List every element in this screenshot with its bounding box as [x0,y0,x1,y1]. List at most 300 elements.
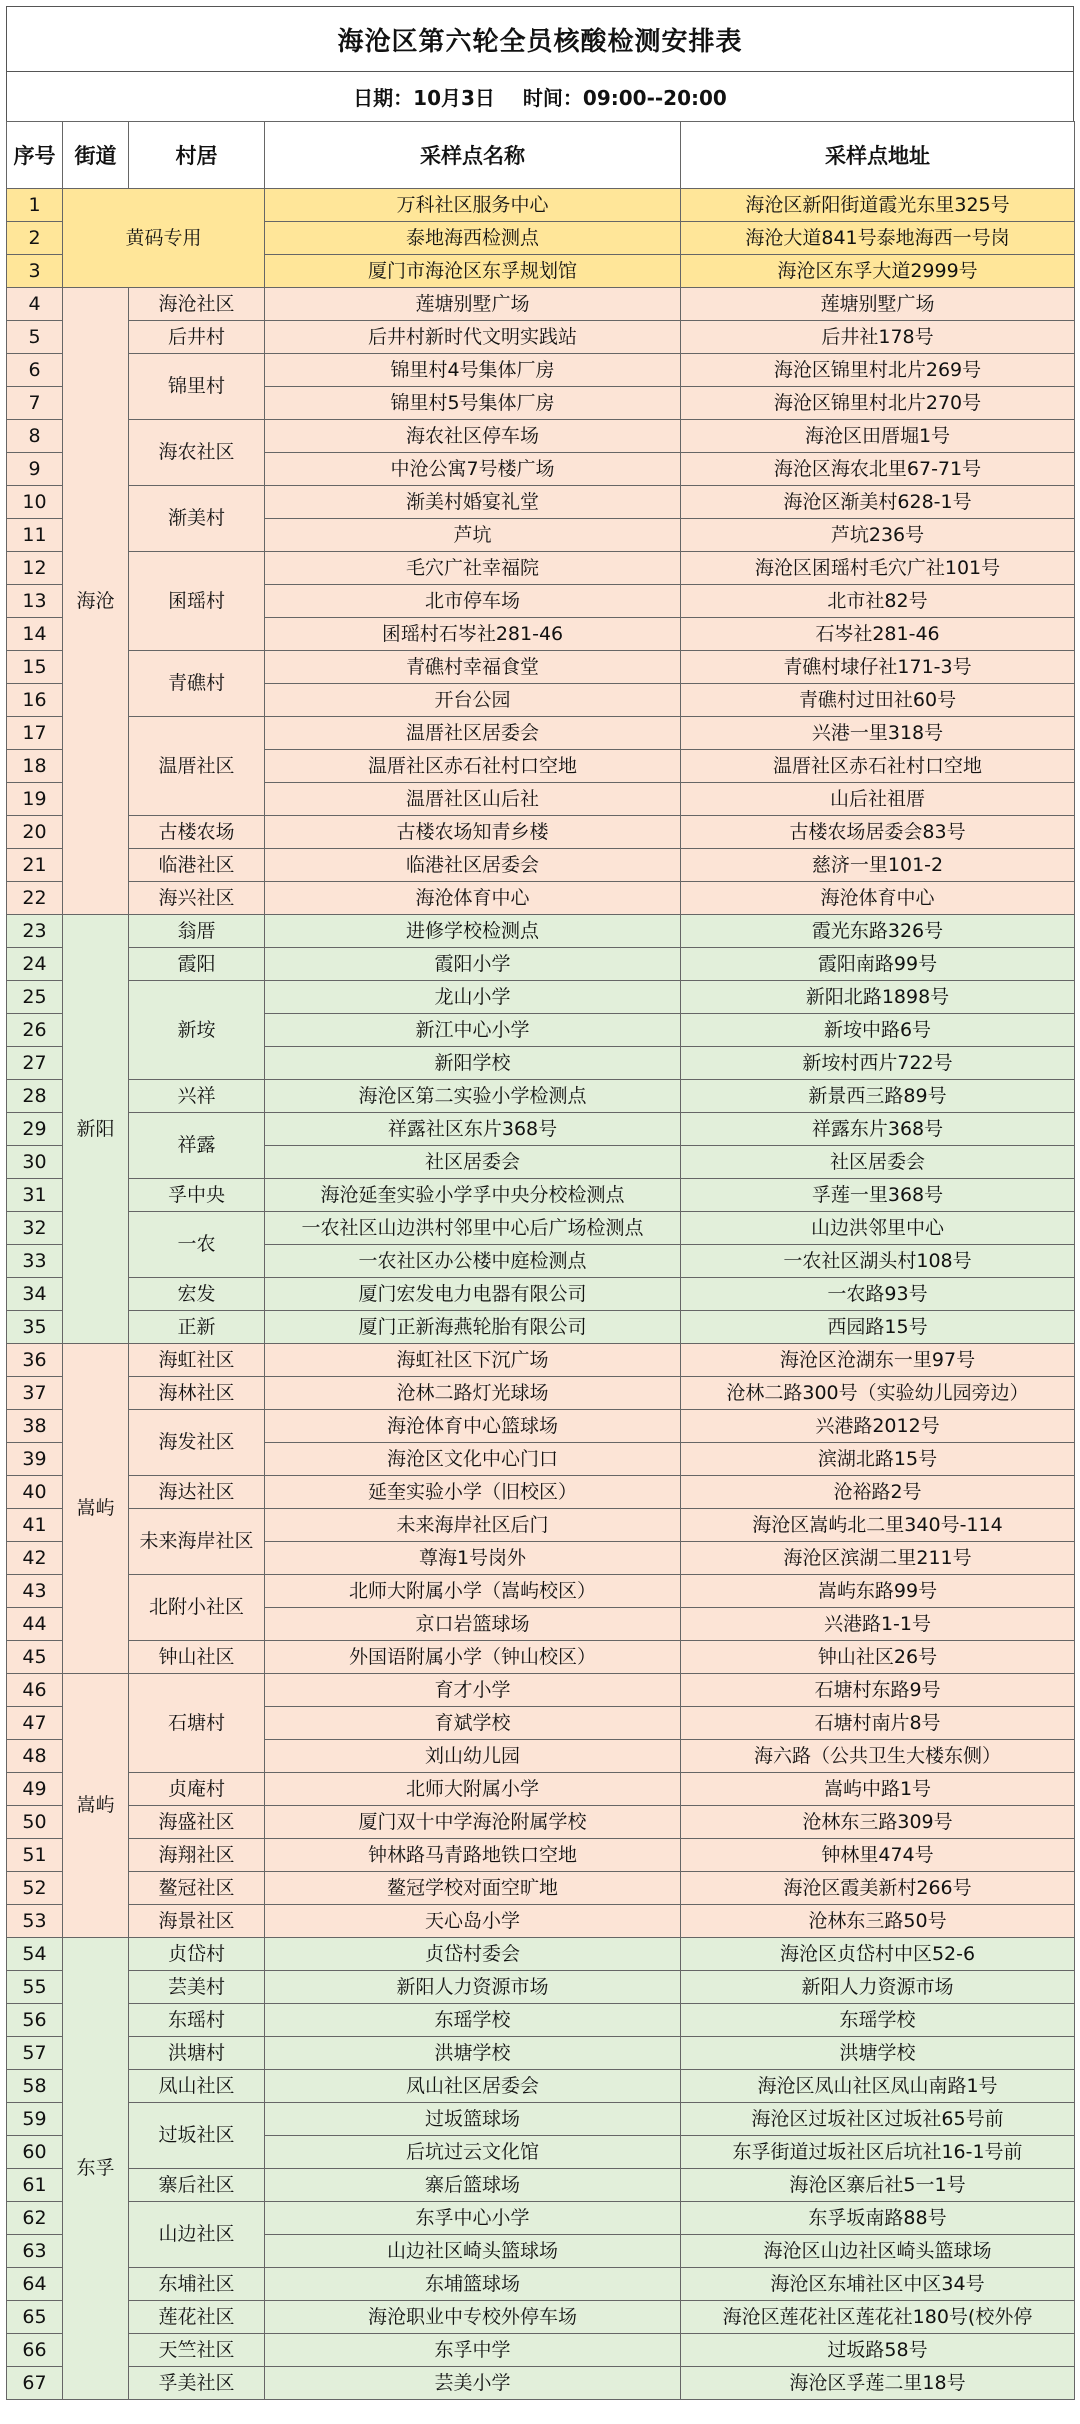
table-row [7,2334,1075,2367]
cell-site-name: 育斌学校 [265,1707,681,1740]
cell-serial: 35 [7,1311,63,1344]
cell-site-address: 莲塘别墅广场 [681,288,1075,321]
table-row [7,1674,1075,1707]
cell-site-address: 沧林东三路50号 [681,1905,1075,1938]
schedule-table [6,121,1075,2400]
cell-site-address: 社区居委会 [681,1146,1075,1179]
cell-village: 海景社区 [129,1905,265,1938]
cell-village: 海盛社区 [129,1806,265,1839]
cell-serial: 62 [7,2202,63,2235]
cell-village: 鳌冠社区 [129,1872,265,1905]
table-row [7,915,1075,948]
cell-site-address: 海沧区锦里村北片270号 [681,387,1075,420]
cell-village: 石塘村 [129,1674,265,1773]
cell-site-name: 厦门市海沧区东孚规划馆 [265,255,681,288]
cell-site-name: 中沧公寓7号楼广场 [265,453,681,486]
cell-site-address: 东瑶学校 [681,2004,1075,2037]
cell-village: 霞阳 [129,948,265,981]
cell-street: 嵩屿 [63,1674,129,1938]
cell-site-name: 海沧体育中心 [265,882,681,915]
table-row [7,717,1075,750]
cell-serial: 18 [7,750,63,783]
table-header-row [7,122,1075,189]
table-row [7,288,1075,321]
cell-site-name: 寨后篮球场 [265,2169,681,2202]
cell-site-name: 海虹社区下沉广场 [265,1344,681,1377]
cell-site-address: 海沧区山边社区崎头篮球场 [681,2235,1075,2268]
date-time-row [6,71,1074,121]
cell-site-address: 海沧区东孚大道2999号 [681,255,1075,288]
cell-site-name: 东瑶学校 [265,2004,681,2037]
cell-site-address: 兴港一里318号 [681,717,1075,750]
cell-village: 海达社区 [129,1476,265,1509]
cell-village: 洪塘村 [129,2037,265,2070]
cell-site-address: 东孚街道过坂社区后坑社16-1号前 [681,2136,1075,2169]
cell-site-address: 新阳北路1898号 [681,981,1075,1014]
table-row [7,321,1075,354]
cell-serial: 51 [7,1839,63,1872]
table-row [7,2004,1075,2037]
cell-serial: 44 [7,1608,63,1641]
cell-site-address: 海沧区霞美新村266号 [681,1872,1075,1905]
cell-serial: 1 [7,189,63,222]
cell-site-address: 海沧区过坂社区过坂社65号前 [681,2103,1075,2136]
cell-site-name: 厦门宏发电力电器有限公司 [265,1278,681,1311]
cell-serial: 22 [7,882,63,915]
time-label: 时间：09:00--20:00 [522,86,727,110]
cell-serial: 48 [7,1740,63,1773]
table-row [7,2268,1075,2301]
cell-village: 未来海岸社区 [129,1509,265,1575]
cell-site-address: 霞阳南路99号 [681,948,1075,981]
cell-site-name: 后坑过云文化馆 [265,2136,681,2169]
cell-site-address: 沧林东三路309号 [681,1806,1075,1839]
cell-village: 临港社区 [129,849,265,882]
cell-site-address: 沧裕路2号 [681,1476,1075,1509]
table-row [7,1344,1075,1377]
cell-site-name: 海沧职业中专校外停车场 [265,2301,681,2334]
table-row [7,1971,1075,2004]
cell-village: 天竺社区 [129,2334,265,2367]
cell-site-address: 海沧区滨湖二里211号 [681,1542,1075,1575]
cell-village: 凤山社区 [129,2070,265,2103]
cell-site-address: 洪塘学校 [681,2037,1075,2070]
cell-village: 海虹社区 [129,1344,265,1377]
cell-site-name: 洪塘学校 [265,2037,681,2070]
cell-serial: 13 [7,585,63,618]
document-title: 海沧区第六轮全员核酸检测安排表 [6,6,1074,71]
cell-village: 过坂社区 [129,2103,265,2169]
table-row [7,1476,1075,1509]
cell-site-address: 海沧体育中心 [681,882,1075,915]
cell-site-address: 兴港路1-1号 [681,1608,1075,1641]
cell-site-address: 海沧区渐美村628-1号 [681,486,1075,519]
table-row [7,849,1075,882]
cell-site-address: 海沧区孚莲二里18号 [681,2367,1075,2400]
table-row [7,189,1075,222]
cell-site-address: 石塘村东路9号 [681,1674,1075,1707]
cell-village: 一农 [129,1212,265,1278]
cell-site-name: 厦门双十中学海沧附属学校 [265,1806,681,1839]
cell-village: 正新 [129,1311,265,1344]
cell-site-name: 钟林路马青路地铁口空地 [265,1839,681,1872]
cell-serial: 32 [7,1212,63,1245]
cell-serial: 43 [7,1575,63,1608]
cell-serial: 4 [7,288,63,321]
cell-serial: 30 [7,1146,63,1179]
cell-site-name: 山边社区崎头篮球场 [265,2235,681,2268]
cell-village: 海林社区 [129,1377,265,1410]
cell-site-name: 东孚中心小学 [265,2202,681,2235]
cell-village: 寨后社区 [129,2169,265,2202]
cell-serial: 50 [7,1806,63,1839]
cell-site-name: 育才小学 [265,1674,681,1707]
cell-site-name: 泰地海西检测点 [265,222,681,255]
cell-site-name: 一农社区办公楼中庭检测点 [265,1245,681,1278]
cell-village: 祥露 [129,1113,265,1179]
cell-site-name: 京口岩篮球场 [265,1608,681,1641]
cell-site-address: 海沧区寨后社5一1号 [681,2169,1075,2202]
cell-serial: 8 [7,420,63,453]
cell-site-name: 鳌冠学校对面空旷地 [265,1872,681,1905]
cell-village: 东埔社区 [129,2268,265,2301]
cell-site-address: 一农路93号 [681,1278,1075,1311]
table-row [7,1938,1075,1971]
cell-site-address: 钟林里474号 [681,1839,1075,1872]
cell-street: 嵩屿 [63,1344,129,1674]
cell-serial: 65 [7,2301,63,2334]
cell-village: 锦里村 [129,354,265,420]
cell-site-name: 海沧区第二实验小学检测点 [265,1080,681,1113]
table-row [7,1905,1075,1938]
cell-serial: 28 [7,1080,63,1113]
cell-site-address: 海沧区海农北里67-71号 [681,453,1075,486]
table-row [7,1311,1075,1344]
cell-site-name: 毛穴广社幸福院 [265,552,681,585]
cell-serial: 54 [7,1938,63,1971]
cell-site-name: 凤山社区居委会 [265,2070,681,2103]
cell-site-name: 过坂篮球场 [265,2103,681,2136]
table-row [7,1773,1075,1806]
cell-street: 新阳 [63,915,129,1344]
cell-site-name: 刘山幼儿园 [265,1740,681,1773]
cell-site-address: 山后社祖厝 [681,783,1075,816]
table-row [7,1377,1075,1410]
cell-site-name: 囷瑶村石岑社281-46 [265,618,681,651]
cell-site-address: 石塘村南片8号 [681,1707,1075,1740]
cell-serial: 42 [7,1542,63,1575]
cell-site-name: 一农社区山边洪村邻里中心后广场检测点 [265,1212,681,1245]
cell-serial: 52 [7,1872,63,1905]
cell-site-name: 万科社区服务中心 [265,189,681,222]
cell-site-name: 延奎实验小学（旧校区） [265,1476,681,1509]
cell-serial: 34 [7,1278,63,1311]
cell-site-name: 芸美小学 [265,2367,681,2400]
cell-site-address: 一农社区湖头村108号 [681,1245,1075,1278]
cell-serial: 64 [7,2268,63,2301]
cell-site-address: 海沧区田厝堀1号 [681,420,1075,453]
cell-serial: 40 [7,1476,63,1509]
cell-serial: 59 [7,2103,63,2136]
cell-site-address: 过坂路58号 [681,2334,1075,2367]
cell-village: 古楼农场 [129,816,265,849]
cell-serial: 20 [7,816,63,849]
cell-site-name: 天心岛小学 [265,1905,681,1938]
cell-street: 黄码专用 [63,189,265,288]
cell-village: 海沧社区 [129,288,265,321]
cell-serial: 26 [7,1014,63,1047]
cell-site-name: 新江中心小学 [265,1014,681,1047]
cell-village: 翁厝 [129,915,265,948]
cell-site-name: 祥露社区东片368号 [265,1113,681,1146]
cell-village: 囷瑶村 [129,552,265,651]
cell-village: 东瑶村 [129,2004,265,2037]
table-row [7,552,1075,585]
cell-site-address: 祥露东片368号 [681,1113,1075,1146]
cell-serial: 7 [7,387,63,420]
cell-site-address: 海沧区新阳街道霞光东里325号 [681,189,1075,222]
cell-site-address: 海六路（公共卫生大楼东侧） [681,1740,1075,1773]
table-body [7,189,1075,2400]
cell-serial: 25 [7,981,63,1014]
cell-village: 新垵 [129,981,265,1080]
table-row [7,1410,1075,1443]
cell-site-address: 新景西三路89号 [681,1080,1075,1113]
cell-site-address: 温厝社区赤石社村口空地 [681,750,1075,783]
cell-site-name: 海沧体育中心篮球场 [265,1410,681,1443]
table-row [7,1509,1075,1542]
cell-site-name: 未来海岸社区后门 [265,1509,681,1542]
table-row [7,2037,1075,2070]
cell-village: 孚中央 [129,1179,265,1212]
cell-site-name: 古楼农场知青乡楼 [265,816,681,849]
table-row [7,816,1075,849]
table-row [7,2169,1075,2202]
cell-serial: 45 [7,1641,63,1674]
table-row [7,1278,1075,1311]
cell-serial: 16 [7,684,63,717]
cell-site-name: 温厝社区居委会 [265,717,681,750]
cell-serial: 14 [7,618,63,651]
cell-site-name: 海沧延奎实验小学孚中央分校检测点 [265,1179,681,1212]
cell-village: 山边社区 [129,2202,265,2268]
cell-site-name: 沧林二路灯光球场 [265,1377,681,1410]
cell-site-name: 东埔篮球场 [265,2268,681,2301]
table-row [7,1872,1075,1905]
cell-serial: 15 [7,651,63,684]
cell-serial: 55 [7,1971,63,2004]
cell-village: 海兴社区 [129,882,265,915]
cell-site-address: 北市社82号 [681,585,1075,618]
cell-serial: 6 [7,354,63,387]
cell-site-address: 慈济一里101-2 [681,849,1075,882]
cell-village: 宏发 [129,1278,265,1311]
cell-site-address: 海沧区东埔社区中区34号 [681,2268,1075,2301]
cell-site-address: 海沧区囷瑶村毛穴广社101号 [681,552,1075,585]
cell-site-address: 海沧大道841号泰地海西一号岗 [681,222,1075,255]
cell-site-name: 锦里村5号集体厂房 [265,387,681,420]
cell-site-name: 渐美村婚宴礼堂 [265,486,681,519]
cell-site-name: 贞岱村委会 [265,1938,681,1971]
cell-site-name: 芦坑 [265,519,681,552]
table-row [7,1839,1075,1872]
cell-serial: 60 [7,2136,63,2169]
table-row [7,2202,1075,2235]
table-row [7,1212,1075,1245]
table-row [7,2103,1075,2136]
cell-site-address: 西园路15号 [681,1311,1075,1344]
cell-site-address: 后井社178号 [681,321,1075,354]
cell-site-address: 海沧区莲花社区莲花社180号(校外停 [681,2301,1075,2334]
cell-site-name: 临港社区居委会 [265,849,681,882]
cell-site-address: 古楼农场居委会83号 [681,816,1075,849]
cell-site-address: 嵩屿中路1号 [681,1773,1075,1806]
cell-site-address: 海沧区沧湖东一里97号 [681,1344,1075,1377]
cell-serial: 23 [7,915,63,948]
cell-village: 渐美村 [129,486,265,552]
cell-site-address: 新垵中路6号 [681,1014,1075,1047]
cell-serial: 27 [7,1047,63,1080]
header-street: 街道 [63,122,129,189]
cell-site-address: 青礁村埭仔社171-3号 [681,651,1075,684]
cell-site-address: 嵩屿东路99号 [681,1575,1075,1608]
cell-site-address: 海沧区贞岱村中区52-6 [681,1938,1075,1971]
cell-site-name: 开台公园 [265,684,681,717]
cell-site-name: 温厝社区山后社 [265,783,681,816]
cell-serial: 57 [7,2037,63,2070]
cell-serial: 33 [7,1245,63,1278]
cell-site-name: 霞阳小学 [265,948,681,981]
table-row [7,2070,1075,2103]
cell-village: 莲花社区 [129,2301,265,2334]
cell-site-name: 外国语附属小学（钟山校区） [265,1641,681,1674]
cell-serial: 38 [7,1410,63,1443]
cell-serial: 5 [7,321,63,354]
cell-village: 贞庵村 [129,1773,265,1806]
cell-site-name: 新阳人力资源市场 [265,1971,681,2004]
table-row [7,1179,1075,1212]
cell-serial: 21 [7,849,63,882]
cell-village: 后井村 [129,321,265,354]
cell-site-name: 北师大附属小学 [265,1773,681,1806]
cell-village: 海发社区 [129,1410,265,1476]
header-village: 村居 [129,122,265,189]
cell-serial: 66 [7,2334,63,2367]
table-row [7,981,1075,1014]
cell-site-name: 温厝社区赤石社村口空地 [265,750,681,783]
table-row [7,882,1075,915]
cell-village: 海农社区 [129,420,265,486]
cell-site-name: 东孚中学 [265,2334,681,2367]
cell-site-address: 兴港路2012号 [681,1410,1075,1443]
cell-serial: 12 [7,552,63,585]
cell-village: 海翔社区 [129,1839,265,1872]
cell-serial: 49 [7,1773,63,1806]
cell-site-name: 社区居委会 [265,1146,681,1179]
cell-village: 贞岱村 [129,1938,265,1971]
cell-site-name: 进修学校检测点 [265,915,681,948]
header-serial: 序号 [7,122,63,189]
table-row [7,1113,1075,1146]
cell-serial: 24 [7,948,63,981]
cell-site-name: 后井村新时代文明实践站 [265,321,681,354]
cell-site-address: 新垵村西片722号 [681,1047,1075,1080]
cell-site-name: 龙山小学 [265,981,681,1014]
cell-site-name: 北市停车场 [265,585,681,618]
cell-serial: 46 [7,1674,63,1707]
cell-serial: 2 [7,222,63,255]
cell-street: 海沧 [63,288,129,915]
cell-site-name: 厦门正新海燕轮胎有限公司 [265,1311,681,1344]
table-row [7,1641,1075,1674]
cell-village: 孚美社区 [129,2367,265,2400]
table-row [7,354,1075,387]
cell-serial: 3 [7,255,63,288]
table-row [7,948,1075,981]
cell-serial: 10 [7,486,63,519]
cell-serial: 53 [7,1905,63,1938]
cell-site-address: 滨湖北路15号 [681,1443,1075,1476]
table-row [7,486,1075,519]
cell-serial: 37 [7,1377,63,1410]
cell-site-address: 山边洪邻里中心 [681,1212,1075,1245]
header-site-name: 采样点名称 [265,122,681,189]
cell-site-address: 东孚坂南路88号 [681,2202,1075,2235]
cell-serial: 11 [7,519,63,552]
cell-site-address: 霞光东路326号 [681,915,1075,948]
cell-site-name: 青礁村幸福食堂 [265,651,681,684]
cell-site-address: 海沧区锦里村北片269号 [681,354,1075,387]
cell-village: 北附小社区 [129,1575,265,1641]
cell-serial: 29 [7,1113,63,1146]
date-label: 日期：10月3日 [353,86,495,110]
cell-site-name: 新阳学校 [265,1047,681,1080]
cell-serial: 47 [7,1707,63,1740]
schedule-sheet [6,6,1074,2400]
cell-serial: 67 [7,2367,63,2400]
cell-site-name: 北师大附属小学（嵩屿校区） [265,1575,681,1608]
table-row [7,651,1075,684]
cell-site-address: 芦坑236号 [681,519,1075,552]
cell-site-name: 尊海1号岗外 [265,1542,681,1575]
cell-site-address: 石岑社281-46 [681,618,1075,651]
cell-site-name: 锦里村4号集体厂房 [265,354,681,387]
cell-village: 兴祥 [129,1080,265,1113]
cell-site-address: 海沧区凤山社区凤山南路1号 [681,2070,1075,2103]
cell-village: 温厝社区 [129,717,265,816]
table-row [7,1575,1075,1608]
cell-street: 东孚 [63,1938,129,2400]
cell-serial: 56 [7,2004,63,2037]
table-row [7,1080,1075,1113]
table-row [7,2367,1075,2400]
table-row [7,2301,1075,2334]
cell-serial: 31 [7,1179,63,1212]
cell-site-name: 海农社区停车场 [265,420,681,453]
cell-site-name: 海沧区文化中心门口 [265,1443,681,1476]
cell-site-address: 青礁村过田社60号 [681,684,1075,717]
cell-serial: 19 [7,783,63,816]
cell-serial: 36 [7,1344,63,1377]
cell-site-name: 莲塘别墅广场 [265,288,681,321]
cell-serial: 61 [7,2169,63,2202]
cell-serial: 63 [7,2235,63,2268]
cell-site-address: 海沧区嵩屿北二里340号-114 [681,1509,1075,1542]
table-row [7,1806,1075,1839]
cell-site-address: 新阳人力资源市场 [681,1971,1075,2004]
cell-site-address: 沧林二路300号（实验幼儿园旁边） [681,1377,1075,1410]
table-row [7,420,1075,453]
